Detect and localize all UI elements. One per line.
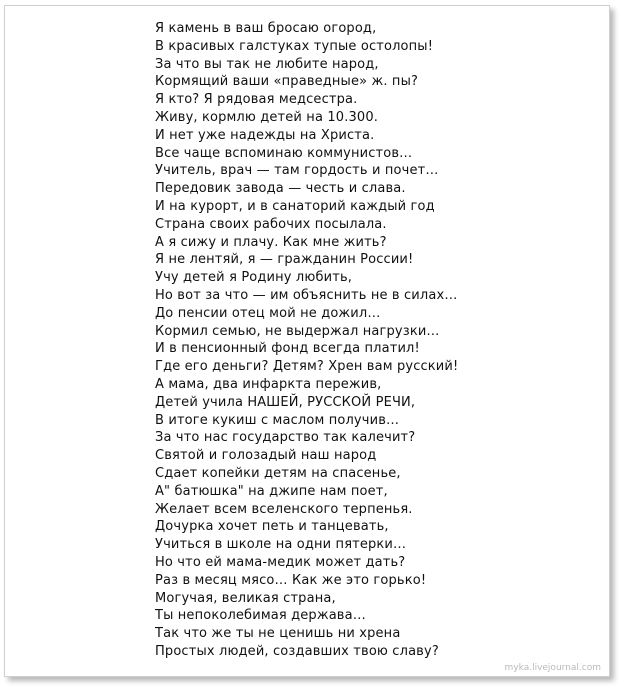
poem-text	[155, 20, 595, 661]
poem-line: А" батюшка" на джипе нам поет,	[155, 483, 388, 499]
poem-line: За что вы так не любите народ,	[155, 56, 379, 72]
poem-line: До пенсии отец мой не дожил…	[155, 305, 381, 321]
poem-line: Но что ей мама-медик может дать?	[155, 554, 406, 570]
poem-line: Ты непоколебимая держава…	[155, 608, 366, 624]
poem-line: А мама, два инфаркта пережив,	[155, 376, 382, 392]
poem-line: За что нас государство так калечит?	[155, 430, 416, 446]
poem-line: Простых людей, создавших твою славу?	[155, 643, 439, 659]
poem-line: Учитель, врач — там гордость и почет…	[155, 163, 439, 179]
poem-line: Учиться в школе на одни пятерки…	[155, 537, 407, 553]
poem-line: Дочурка хочет петь и танцевать,	[155, 519, 389, 535]
poem-line: Я кто? Я рядовая медсестра.	[155, 92, 358, 108]
poem-line: Я камень в ваш бросаю огород,	[155, 21, 377, 36]
poem-line: Желает всем вселенского терпенья.	[155, 501, 413, 517]
poem-line: В красивых галстуках тупые остолопы!	[155, 38, 434, 54]
poem-line: Живу, кормлю детей на 10.300.	[155, 109, 379, 125]
poem-line: А я сижу и плачу. Как мне жить?	[155, 234, 387, 250]
poem-card	[4, 5, 610, 677]
poem-line: Учу детей я Родину любить,	[155, 270, 353, 286]
poem-line: Все чаще вспоминаю коммунистов…	[155, 145, 413, 161]
poem-line: В итоге кукиш с маслом получив…	[155, 412, 400, 428]
watermark: myka.livejournal.com	[504, 663, 601, 673]
poem-line: Где его деньги? Детям? Хрен вам русский!	[155, 359, 459, 375]
poem-line: И на курорт, и в санаторий каждый год	[155, 198, 435, 214]
poem-line: Так что же ты не ценишь ни хрена	[155, 626, 401, 642]
poem-line: И в пенсионный фонд всегда платил!	[155, 341, 420, 357]
poem-line: Раз в месяц мясо… Как же это горько!	[155, 572, 427, 588]
poem-line: Передовик завода — честь и слава.	[155, 181, 406, 197]
poem-line: Сдает копейки детям на спасенье,	[155, 465, 401, 481]
poem-line: Страна своих рабочих посылала.	[155, 216, 387, 232]
poem-line: Кормящий ваши «праведные» ж. пы?	[155, 74, 419, 90]
poem-line: Я не лентяй, я — гражданин России!	[155, 252, 414, 268]
poem-line: Могучая, великая страна,	[155, 590, 336, 606]
poem-line: Кормил семью, не выдержал нагрузки…	[155, 323, 440, 339]
poem-line: И нет уже надежды на Христа.	[155, 127, 375, 143]
poem-line: Детей учила НАШЕЙ, РУССКОЙ РЕЧИ,	[155, 394, 416, 410]
poem-line: Но вот за что — им объяснить не в силах…	[155, 287, 458, 303]
poem-line: Святой и голозадый наш народ	[155, 448, 377, 464]
